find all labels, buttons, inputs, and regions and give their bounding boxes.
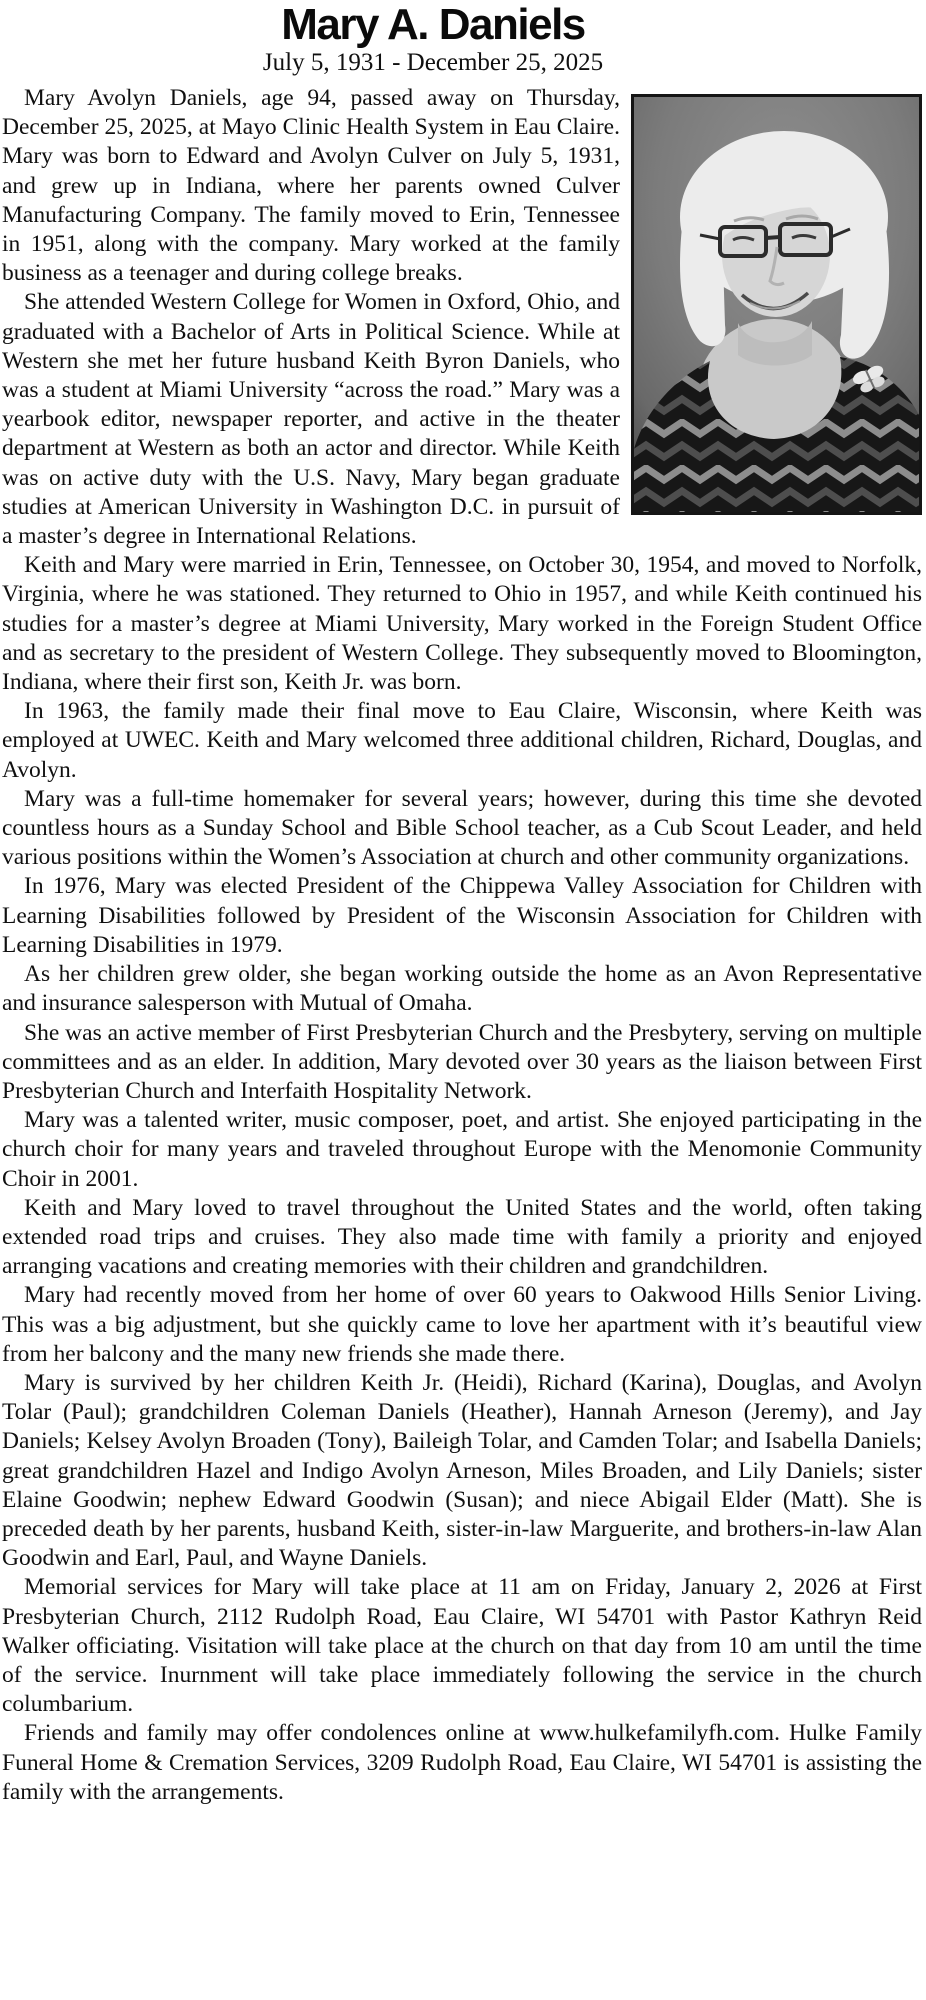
obituary-paragraph: Keith and Mary loved to travel throughout the United States and the world, often taking extended road trips and cruises. They also made time with family a priority and enjoyed arranging vacations and creating memories with their children and grandchildren. (2, 1194, 922, 1280)
obituary-paragraph: Memorial services for Mary will take place at 11 am on Friday, January 2, 2026 at First Presbyterian Church, 2112 Rudolph Road, Eau Claire, WI 54701 with Pastor Kathryn Reid Walker officiating. Visitation will take place at the church on that day from 10 am until the time of the service. Inurnment will take place immediately following the service in the church columbarium. (2, 1574, 922, 1718)
obituary-paragraph: She was an active member of First Presbyterian Church and the Presbytery, serving on multiple committees and as an elder. In addition, Mary devoted over 30 years as the liaison between First Presbyterian Church and Interfaith Hospitality Network. (2, 1019, 922, 1104)
obituary-paragraph: Mary was a talented writer, music composer, poet, and artist. She enjoyed participating in the church choir for many years and traveled throughout Europe with the Menomonie Community Choir in 2001. (2, 1107, 922, 1192)
obituary-paragraph: Mary Avolyn Daniels, age 94, passed away on Thursday, December 25, 2025, at Mayo Clinic Health System in Eau Claire. Mary was born to Edward and Avolyn Culver on July 5, 1931, and grew up in Indiana, where her parents owned Culver Manufacturing Company. The family moved to Erin, Tennessee in 1951, along with the company. Mary worked at the family business as a teenager and during college breaks. (2, 85, 620, 287)
obituary-paragraph: Keith and Mary were married in Erin, Tennessee, on October 30, 1954, and moved to Norfolk, Virginia, where he was stationed. They returned to Ohio in 1957, and while Keith continued his studies for a master’s degree at Miami University, Mary worked in the Foreign Student Office and as secretary to the president of Western College. They subsequently moved to Bloomington, Indiana, where their first son, Keith Jr. was born. (2, 552, 922, 696)
obituary-header (2, 2, 922, 77)
obituary-paragraph: Mary had recently moved from her home of over 60 years to Oakwood Hills Senior Living. This was a big adjustment, but she quickly came to love her apartment with it’s beautiful view from her balcony and the many new friends she made there. (2, 1282, 922, 1367)
obituary-paragraph: In 1963, the family made their final move to Eau Claire, Wisconsin, where Keith was employed at UWEC. Keith and Mary welcomed three additional children, Richard, Douglas, and Avolyn. (2, 698, 922, 783)
portrait-illustration (634, 97, 919, 512)
obituary-paragraph: Mary was a full-time homemaker for several years; however, during this time she devoted countless hours as a Sunday School and Bible School teacher, as a Cub Scout Leader, and held various positions within the Women’s Association at church and other community organizations. (2, 785, 922, 871)
obituary-paragraph: In 1976, Mary was elected President of the Chippewa Valley Association for Children with Learning Disabilities followed by President of the Wisconsin Association for Children with Learning Disabilities in 1979. (2, 873, 922, 958)
obituary-paragraph: Mary is survived by her children Keith Jr. (Heidi), Richard (Karina), Douglas, and Avolyn Tolar (Paul); grandchildren Coleman Daniels (Heather), Hannah Arneson (Jeremy), and Jay Daniels; Kelsey Avolyn Broaden (Tony), Baileigh Tolar, and Camden Tolar; and Isabella Daniels; great grandchildren Hazel and Indigo Avolyn Arneson, Miles Broaden, and Lily Daniels; sister Elaine Goodwin; nephew Edward Goodwin (Susan); and niece Abigail Elder (Matt). She is preceded death by her parents, husband Keith, sister-in-law Marguerite, and brothers-in-law Alan Goodwin and Earl, Paul, and Wayne Daniels. (2, 1369, 922, 1572)
obituary-paragraph: Friends and family may offer condolences online at www.hulkefamilyfh.com. Hulke Family Funeral Home & Cremation Services, 3209 Rudolph Road, Eau Claire, WI 54701 is assisting the family with the arrangements. (2, 1720, 922, 1805)
page-title: Mary A. Daniels (281, 0, 585, 49)
obituary-paragraph: As her children grew older, she began working outside the home as an Avon Representative and insurance salesperson with Mutual of Omaha. (2, 961, 922, 1017)
portrait-photo (631, 94, 922, 515)
obituary-body (2, 84, 922, 1807)
obituary-paragraph: She attended Western College for Women in Oxford, Ohio, and graduated with a Bachelor of Arts in Political Science. While at Western she met her future husband Keith Byron Daniels, who was a student at Miami University “across the road.” Mary was a yearbook editor, newspaper reporter, and active in the theater department at Western as both an actor and director. While Keith was on active duty with the U.S. Navy, Mary began graduate studies at American University in Washington D.C. in pursuit of a master’s degree in International Relations. (2, 289, 620, 550)
life-dates: July 5, 1931 - December 25, 2025 (262, 49, 604, 76)
